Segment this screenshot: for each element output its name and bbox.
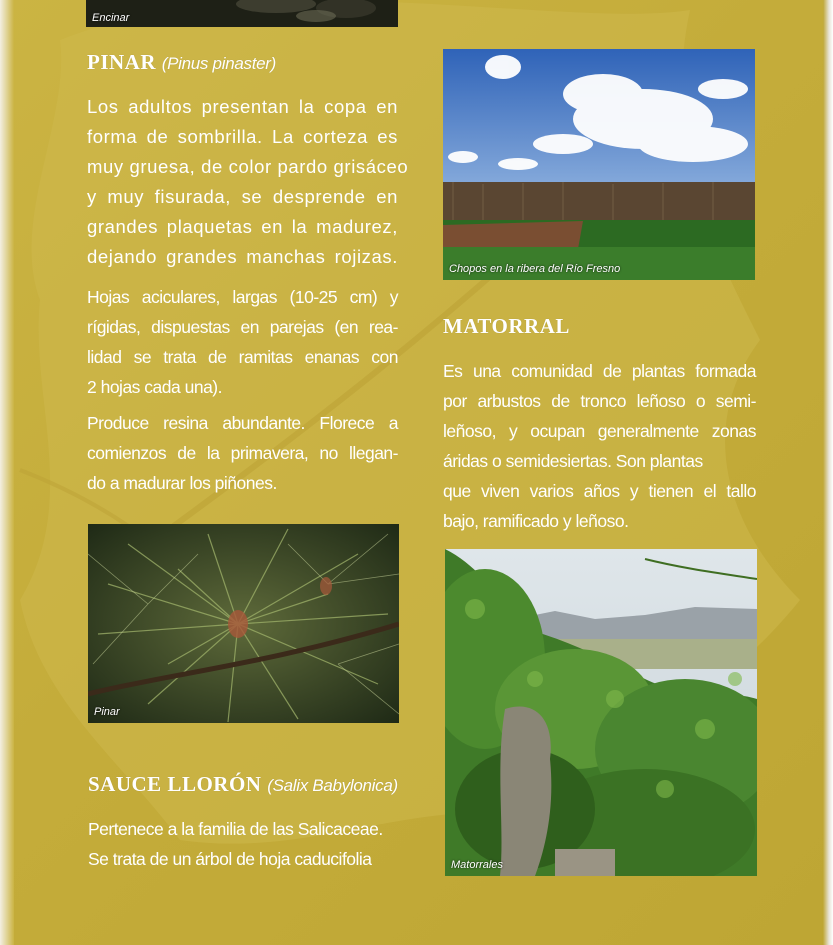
matorrales-photo	[445, 549, 757, 876]
pinar-photo	[88, 524, 399, 723]
pinar-heading	[87, 50, 276, 75]
sauce-scientific-name: (Salix Babylonica)	[267, 776, 398, 795]
matorral-paragraph-1: Es una comunidad de plantas formada por arbustos de tronco leñoso o semi- leñoso, y ocupan generalmente zonas áridas o semidesiertas. Son plantas que viven varios años y tienen el tallo bajo, ramificado y leñoso.	[443, 361, 756, 531]
sauce-title: SAUCE LLORÓN	[88, 772, 262, 796]
matorral-title: MATORRAL	[443, 314, 570, 338]
encinar-caption: Encinar	[92, 12, 130, 24]
pinar-scientific-name: (Pinus pinaster)	[161, 54, 276, 73]
encinar-photo	[86, 0, 398, 27]
chopos-caption: Chopos en la ribera del Río Fresno	[449, 263, 621, 275]
matorrales-caption: Matorrales	[451, 859, 503, 871]
pinar-paragraph-2: Hojas aciculares, largas (10-25 cm) y rígidas, dispuestas en parejas (en rea- lidad se trata de ramitas enanas con 2 hojas cada una).	[87, 287, 398, 397]
sauce-paragraph-1: Pertenece a la familia de las Salicaceae. Se trata de un árbol de hoja caducifolia	[88, 819, 383, 869]
chopos-photo	[443, 49, 755, 280]
matorral-heading	[443, 314, 570, 339]
pinar-paragraph-1: Los adultos presentan la copa en forma de sombrilla. La corteza es muy gruesa, de color pardo grisáceo y muy fisurada, se desprende en grandes plaquetas en la madurez, dejando grandes manchas rojizas.	[87, 96, 409, 267]
sauce-heading	[88, 772, 398, 797]
pinar-paragraph-3: Produce resina abundante. Florece a comienzos de la primavera, no llegan- do a madurar los piñones.	[87, 413, 398, 493]
pinar-caption: Pinar	[94, 706, 120, 718]
pinar-title: PINAR	[87, 50, 156, 74]
page-right-edge	[823, 0, 833, 945]
page-left-edge	[0, 0, 14, 945]
